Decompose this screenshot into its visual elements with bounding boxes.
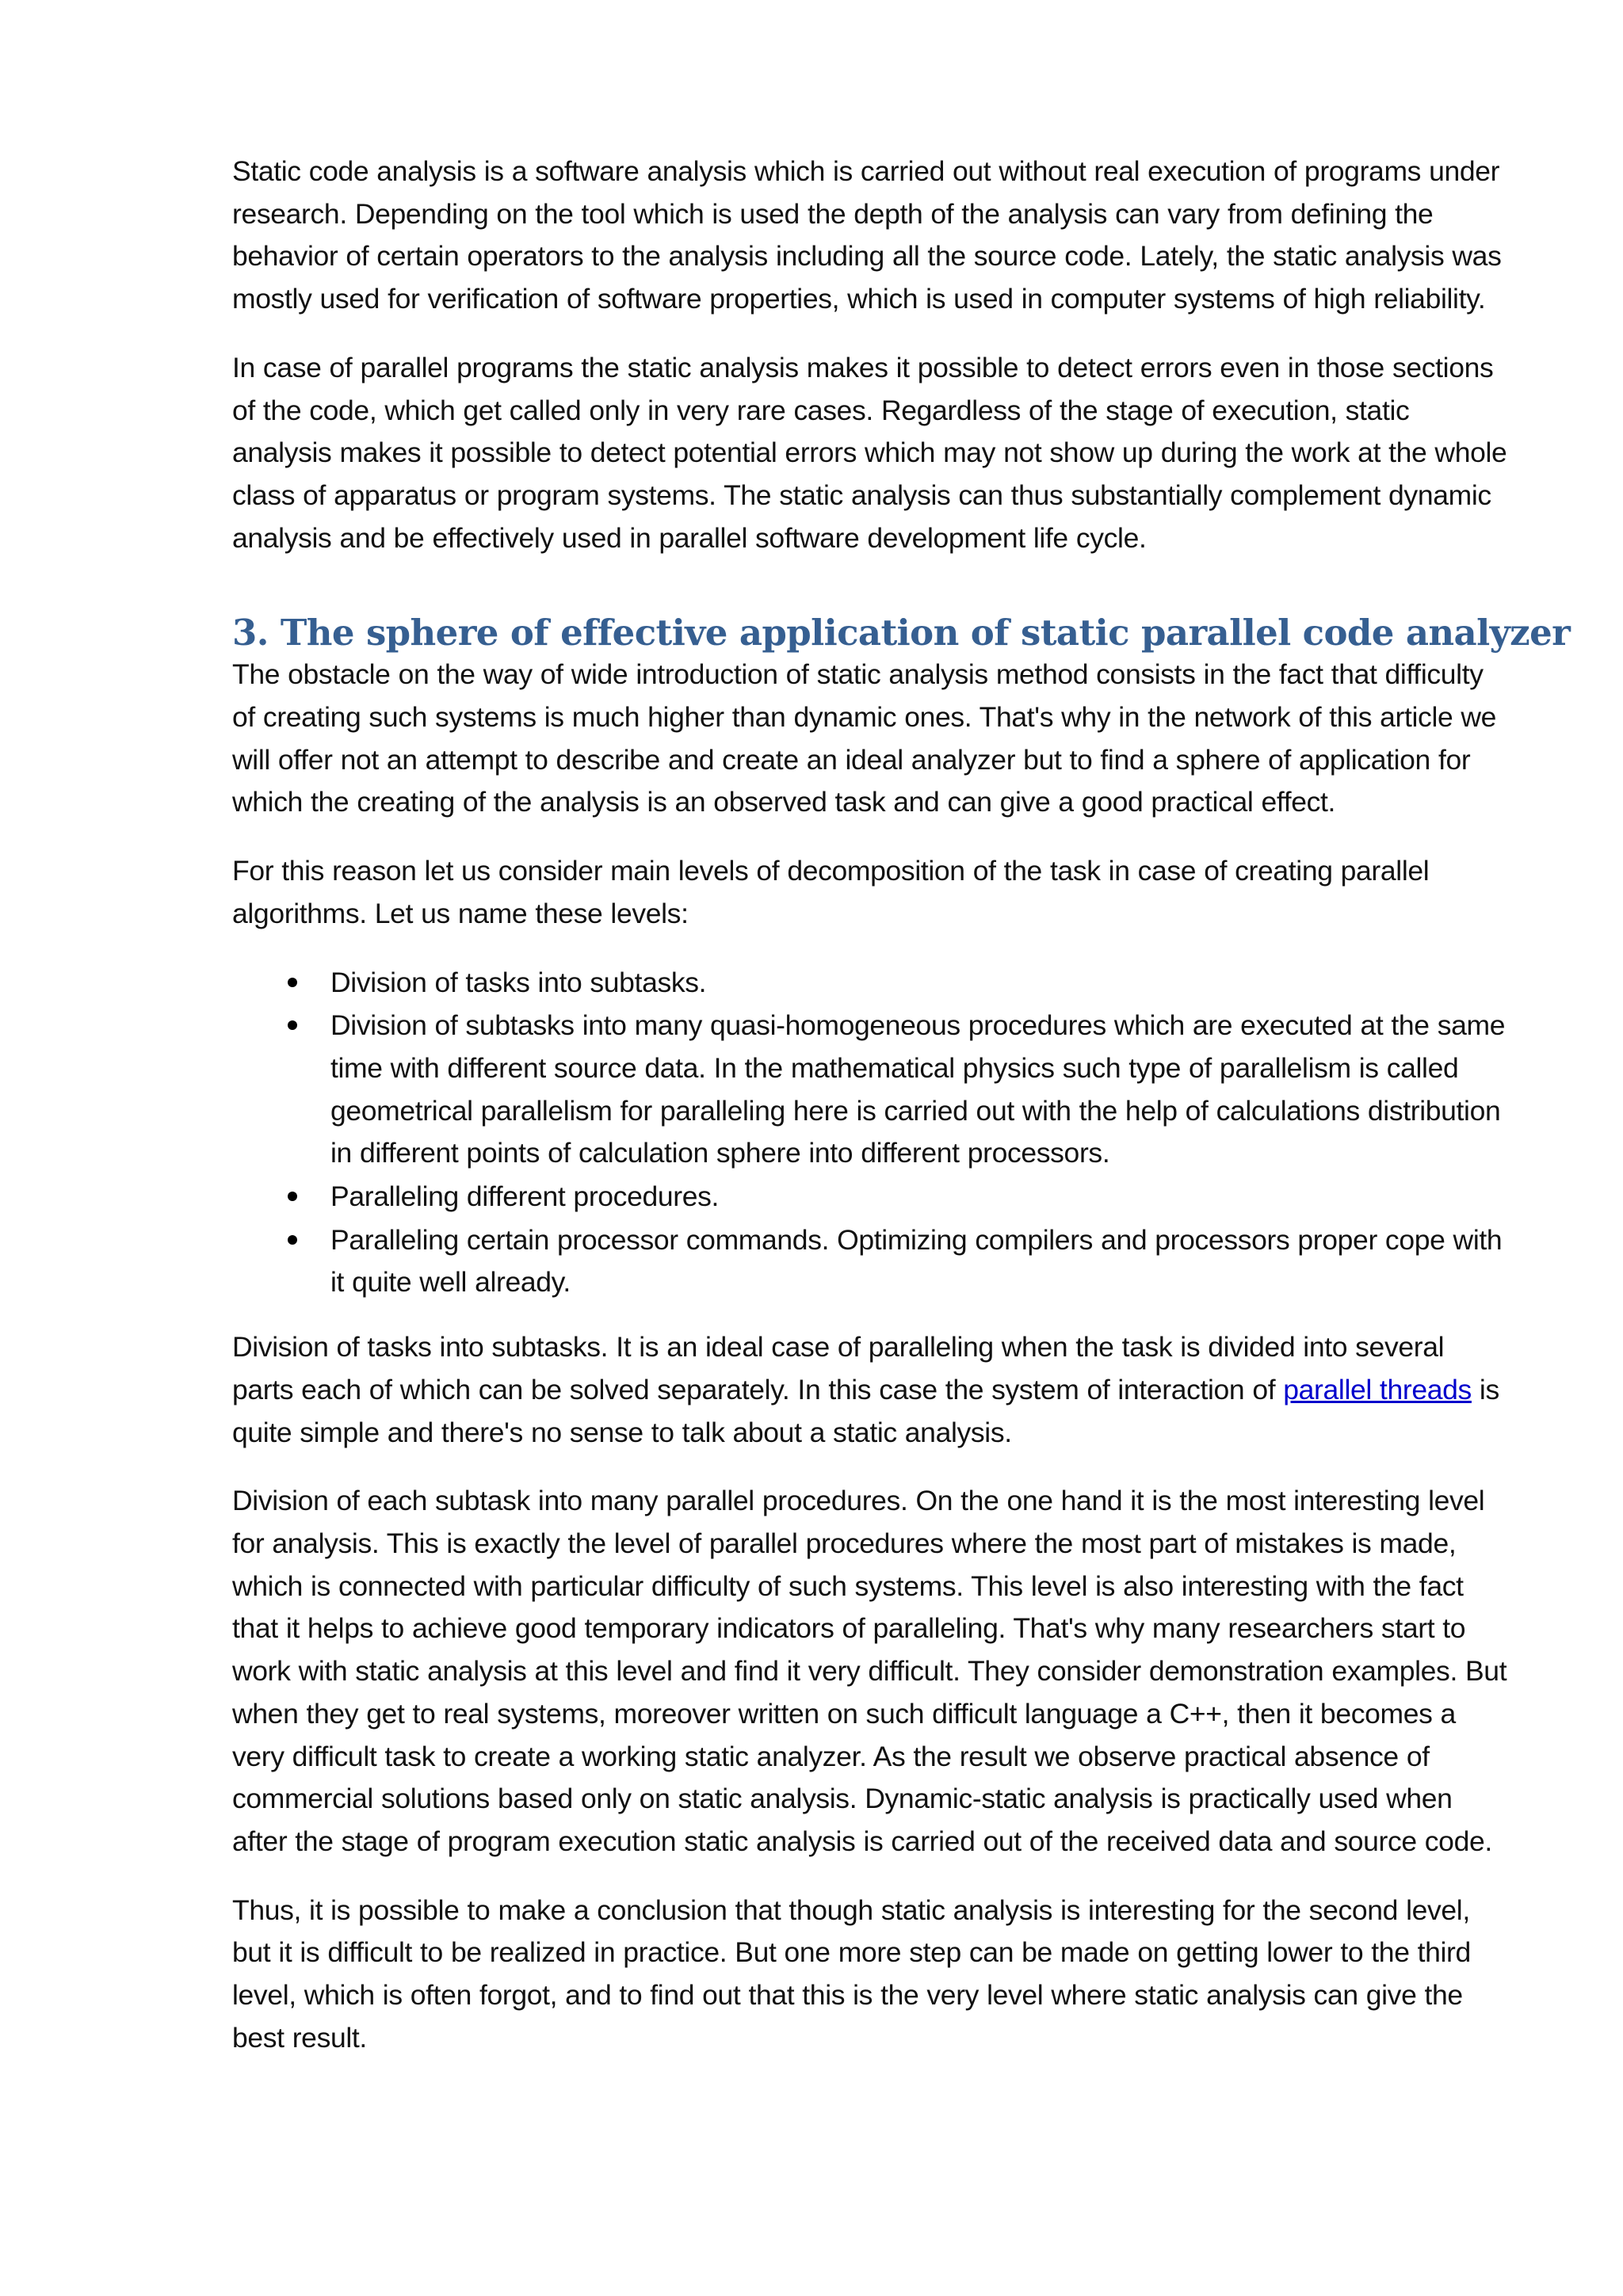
bullet-item-text: Division of subtasks into many quasi-homogeneous procedures which are executed at the same time with different source data. In the mathematical physics such type of parallelism is called geometrical parallelism for paralleling here is carried out with the help of calculations distribution in different points of calculation sphere into different processors. (330, 1009, 1506, 1169)
subtasks-paragraph-text-before: Division of tasks into subtasks. It is an ideal case of paralleling when the task is divided into several parts each of which can be solved separately. In this case the system of interaction of (232, 1331, 1445, 1405)
closing-paragraph-2: Thus, it is possible to make a conclusion that though static analysis is interesting for the second level, but it is difficult to be realized in practice. But one more step can be made on getting lower to the third level, which is often forgot, and to find out that this is the very level where static analysis can give the best result. (232, 1894, 1471, 2054)
bullet-item (232, 1005, 1510, 1175)
bullet-dot-icon (288, 1235, 297, 1245)
bullet-item (232, 1176, 1510, 1219)
parallel-threads-link[interactable]: parallel threads (1283, 1373, 1472, 1405)
bullet-dot-icon (288, 1020, 297, 1030)
bullet-item-text: Paralleling certain processor commands. Optimizing compilers and processors proper cope with it quite well already. (330, 1223, 1503, 1299)
intro-paragraph-2: In case of parallel programs the static analysis makes it possible to detect errors even in those sections of the code, which get called only in very rare cases. Regardless of the stage of execution, static analysis makes it possible to detect potential errors which may not show up during the work at the whole class of apparatus or program systems. The static analysis can thus substantially complement dynamic analysis and be effectively used in parallel software development life cycle. (232, 351, 1507, 554)
levels-bullet-list (232, 962, 1510, 1305)
bullet-dot-icon (288, 1192, 297, 1201)
bullet-item-text: Paralleling different procedures. (330, 1180, 720, 1213)
bullet-dot-icon (288, 978, 297, 987)
section-paragraph-1: The obstacle on the way of wide introduction of static analysis method consists in the fact that difficulty of creating such systems is much higher than dynamic ones. That's why in the network of this article we will offer not an attempt to describe and create an ideal analyzer but to find a sphere of application for which the creating of the analysis is an observed task and can give a good practical effect. (232, 658, 1497, 818)
bullet-item (232, 962, 1510, 1005)
section-paragraph-2: For this reason let us consider main levels of decomposition of the task in case of creating parallel algorithms. Let us name these levels: (232, 855, 1430, 929)
section-heading: 3. The sphere of effective application of static parallel code analyzer (232, 612, 1571, 654)
subtasks-paragraph (232, 1326, 1510, 1454)
bullet-item-text: Division of tasks into subtasks. (330, 966, 707, 998)
intro-paragraph-1: Static code analysis is a software analysis which is carried out without real execution of programs under research. Depending on the tool which is used the depth of the analysis can vary from defining the behavior of certain operators to the analysis including all the source code. Lately, the static analysis was mostly used for verification of software properties, which is used in computer systems of high reliability. (232, 155, 1502, 315)
document-page (232, 151, 1571, 2085)
closing-paragraph-1: Division of each subtask into many parallel procedures. On the one hand it is the most interesting level for analysis. This is exactly the level of parallel procedures where the most part of mistakes is made, which is connected with particular difficulty of such systems. This level is also interesting with the fact that it helps to achieve good temporary indicators of paralleling. That's why many researchers start to work with static analysis at this level and find it very difficult. They consider demonstration examples. But when they get to real systems, moreover written on such difficult language a C++, then it becomes a very difficult task to create a working static analyzer. As the result we observe practical absence of commercial solutions based only on static analysis. Dynamic-static analysis is practically used when after the stage of program execution static analysis is carried out of the received data and source code. (232, 1485, 1507, 1857)
bullet-item (232, 1219, 1510, 1304)
subtasks-paragraph-text-after: is quite simple and there's no sense to talk about a static analysis. (232, 1373, 1499, 1448)
